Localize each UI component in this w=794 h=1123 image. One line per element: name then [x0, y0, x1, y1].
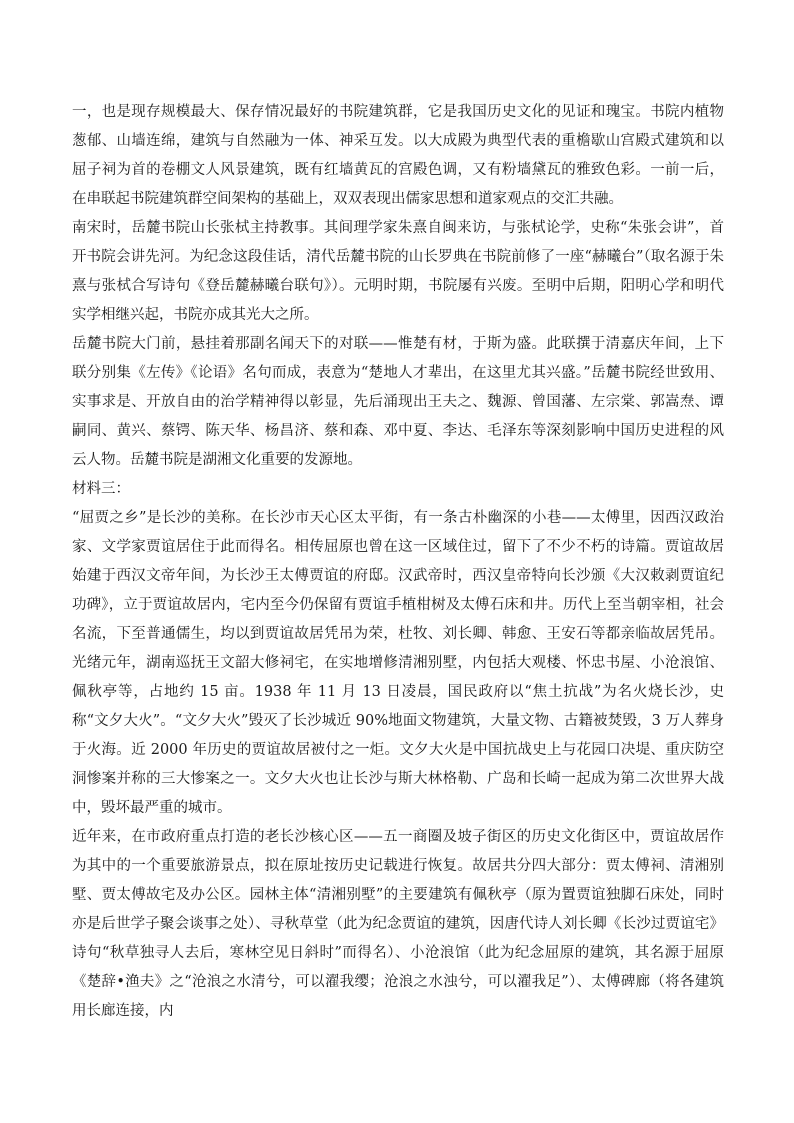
paragraph-1: 一，也是现存规模最大、保存情况最好的书院建筑群，它是我国历史文化的见证和瑰宝。书院内植物葱郁、山墙连绵，建筑与自然融为一体、神采互发。以大成殿为典型代表的重檐歇山宫殿式建筑和以屈子祠为首的卷棚文人风景建筑，既有红墙黄瓦的宫殿色调，又有粉墙黛瓦的雅致色彩。一前一后，在串联起书院建筑群空间架构的基础上，双双表现出儒家思想和道家观点的交汇共融。 [72, 104, 724, 207]
section-heading: 材料三： [72, 481, 130, 497]
document-page [72, 98, 724, 1026]
paragraph-5: 近年来，在市政府重点打造的老长沙核心区——五一商圈及坡子街区的历史文化街区中，贾谊故居作为其中的一个重要旅游景点，拟在原址按历史记载进行恢复。故居共分四大部分：贾太傅祠、清湘别墅、贾太傅故宅及办公区。园林主体“清湘别墅”的主要建筑有佩秋亭（原为置贾谊独脚石床处，同时亦是后世学子聚会谈事之处）、寻秋草堂（此为纪念贾谊的建筑，因唐代诗人刘长卿《长沙过贾谊宅》诗句“秋草独寻人去后，寒林空见日斜时”而得名）、小沧浪馆（此为纪念屈原的建筑，其名源于屈原《楚辞•渔夫》之“沧浪之水清兮，可以濯我缨；沧浪之水浊兮，可以濯我足”）、太傅碑廊（将各建筑用长廊连接，内 [72, 829, 724, 1019]
paragraph-2: 南宋时，岳麓书院山长张栻主持教事。其间理学家朱熹自闽来访，与张栻论学，史称“朱张会讲”，首开书院会讲先河。为纪念这段佳话，清代岳麓书院的山长罗典在书院前修了一座“赫曦台”（取名源于朱熹与张栻合写诗句《登岳麓赫曦台联句》）。元明时期，书院屡有兴废。至明中后期，阳明心学和明代实学相继兴起，书院亦成其光大之所。 [72, 220, 724, 323]
paragraph-4: “屈贾之乡”是长沙的美称。在长沙市天心区太平街，有一条古朴幽深的小巷——太傅里，因西汉政治家、文学家贾谊居住于此而得名。相传屈原也曾在这一区域住过，留下了不少不朽的诗篇。贾谊故居始建于西汉文帝年间，为长沙王太傅贾谊的府邸。汉武帝时，西汉皇帝特向长沙颁《大汉敕剥贾谊纪功碑》，立于贾谊故居内，宅内至今仍保留有贾谊手植柑树及太傅石床和井。历代上至当朝宰相，社会名流，下至普通儒生，均以到贾谊故居凭吊为荣，杜牧、刘长卿、韩愈、王安石等都亲临故居凭吊。光绪元年，湖南巡抚王文韶大修祠宅，在实地增修清湘别墅，内包括大观楼、怀忠书屋、小沧浪馆、佩秋亭等，占地约 15 亩。1938 年 11 月 13 日凌晨，国民政府以“焦土抗战”为名火烧长沙，史称“文夕大火”。“文夕大火”毁灭了长沙城近 90%地面文物建筑，大量文物、古籍被焚毁，3 万人葬身于火海。近 2000 年历史的贾谊故居被付之一炬。文夕大火是中国抗战史上与花园口决堤、重庆防空洞惨案并称的三大惨案之一。文夕大火也让长沙与斯大林格勒、广岛和长崎一起成为第二次世界大战中，毁坏最严重的城市。 [72, 510, 724, 816]
paragraph-3: 岳麓书院大门前，悬挂着那副名闻天下的对联——惟楚有材，于斯为盛。此联撰于清嘉庆年间，上下联分别集《左传》《论语》名句而成，表意为“楚地人才辈出，在这里尤其兴盛。”岳麓书院经世致用、实事求是、开放自由的治学精神得以彰显，先后涌现出王夫之、魏源、曾国藩、左宗棠、郭嵩焘、谭嗣同、黄兴、蔡锷、陈天华、杨昌济、蔡和森、邓中夏、李达、毛泽东等深刻影响中国历史进程的风云人物。岳麓书院是湖湘文化重要的发源地。 [72, 336, 724, 468]
